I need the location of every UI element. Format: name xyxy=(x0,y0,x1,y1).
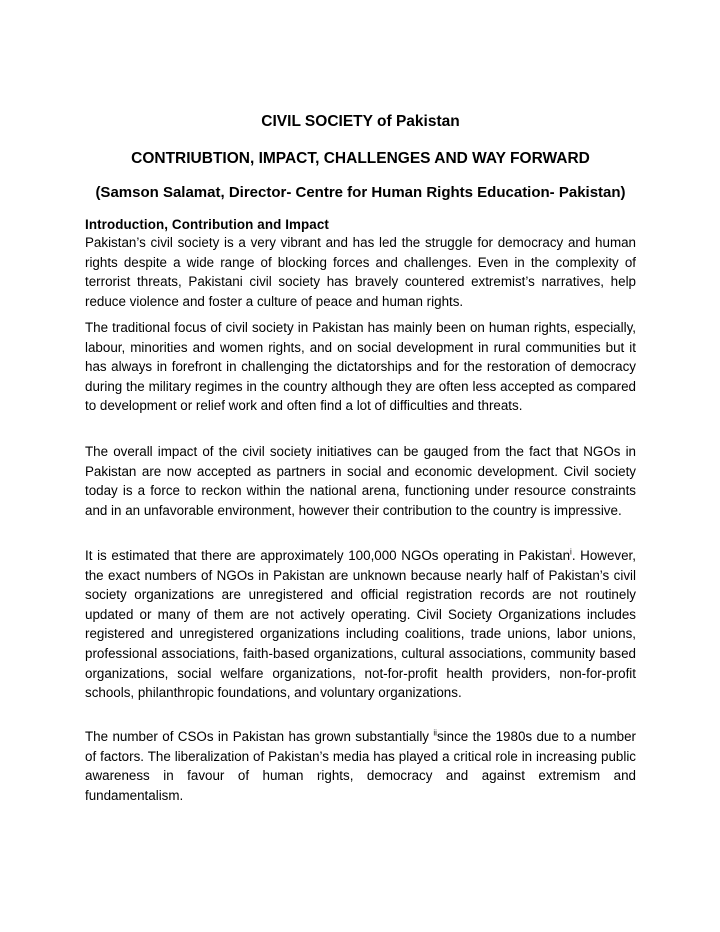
paragraph-1: Pakistan’s civil society is a very vibrant and has led the struggle for democracy and human rights despite a wide range of blocking forces and challenges. Even in the complexity of terrorist threats, Pakistani civil society has bravely countered extremist’s narratives, help reduce violence and foster a culture of peace and human rights. xyxy=(85,235,636,309)
section-heading: Introduction, Contribution and Impact xyxy=(85,217,329,232)
footnote-ref-i[interactable]: i xyxy=(570,547,572,557)
document-subtitle: CONTRIUBTION, IMPACT, CHALLENGES AND WAY FORWARD xyxy=(131,150,590,167)
paragraph-2: The traditional focus of civil society in Pakistan has mainly been on human rights, especially, labour, minorities and women rights, and on social development in rural communities but it has always in forefront in challenging the dictatorships and for the restoration of democracy during the military regimes in the country although they are often less accepted as compared to development or relief work and often find a lot of difficulties and threats. xyxy=(85,320,636,414)
footnote-ref-ii[interactable]: ii xyxy=(433,728,437,738)
paragraph-5-text-end: since the 1980s due to a number of factors. The liberalization of Pakistan’s media has played a critical role in increasing public awareness in favour of human rights, democracy and against extremism and fundamentalism. xyxy=(85,729,636,803)
paragraph-4-text-end: . However, the exact numbers of NGOs in Pakistan are unknown because nearly half of Pakistan’s civil society organizations are unregistered and official registration records are not routinely updated or many of them are not actively operating. Civil Society Organizations includes registered and unregistered organizations including coalitions, trade unions, labor unions, professional associations, faith-based organizations, cultural associations, community based organizations, social welfare organizations, not-for-profit health providers, non-for-profit schools, philanthropic foundations, and voluntary organizations. xyxy=(85,548,636,701)
paragraph-3: The overall impact of the civil society initiatives can be gauged from the fact that NGOs in Pakistan are now accepted as partners in social and economic development. Civil society today is a force to reckon within the national arena, functioning under resource constraints and in an unfavorable environment, however their contribution to the country is impressive. xyxy=(85,444,636,518)
paragraph-4 xyxy=(85,546,636,703)
document-title: CIVIL SOCIETY of Pakistan xyxy=(261,113,460,130)
author-line: (Samson Salamat, Director- Centre for Human Rights Education- Pakistan) xyxy=(95,184,626,201)
paragraph-4-text-start: It is estimated that there are approximately 100,000 NGOs operating in Pakistan xyxy=(85,548,571,563)
paragraph-5 xyxy=(85,727,636,805)
paragraph-5-text-start: The number of CSOs in Pakistan has grown substantially xyxy=(85,729,434,744)
